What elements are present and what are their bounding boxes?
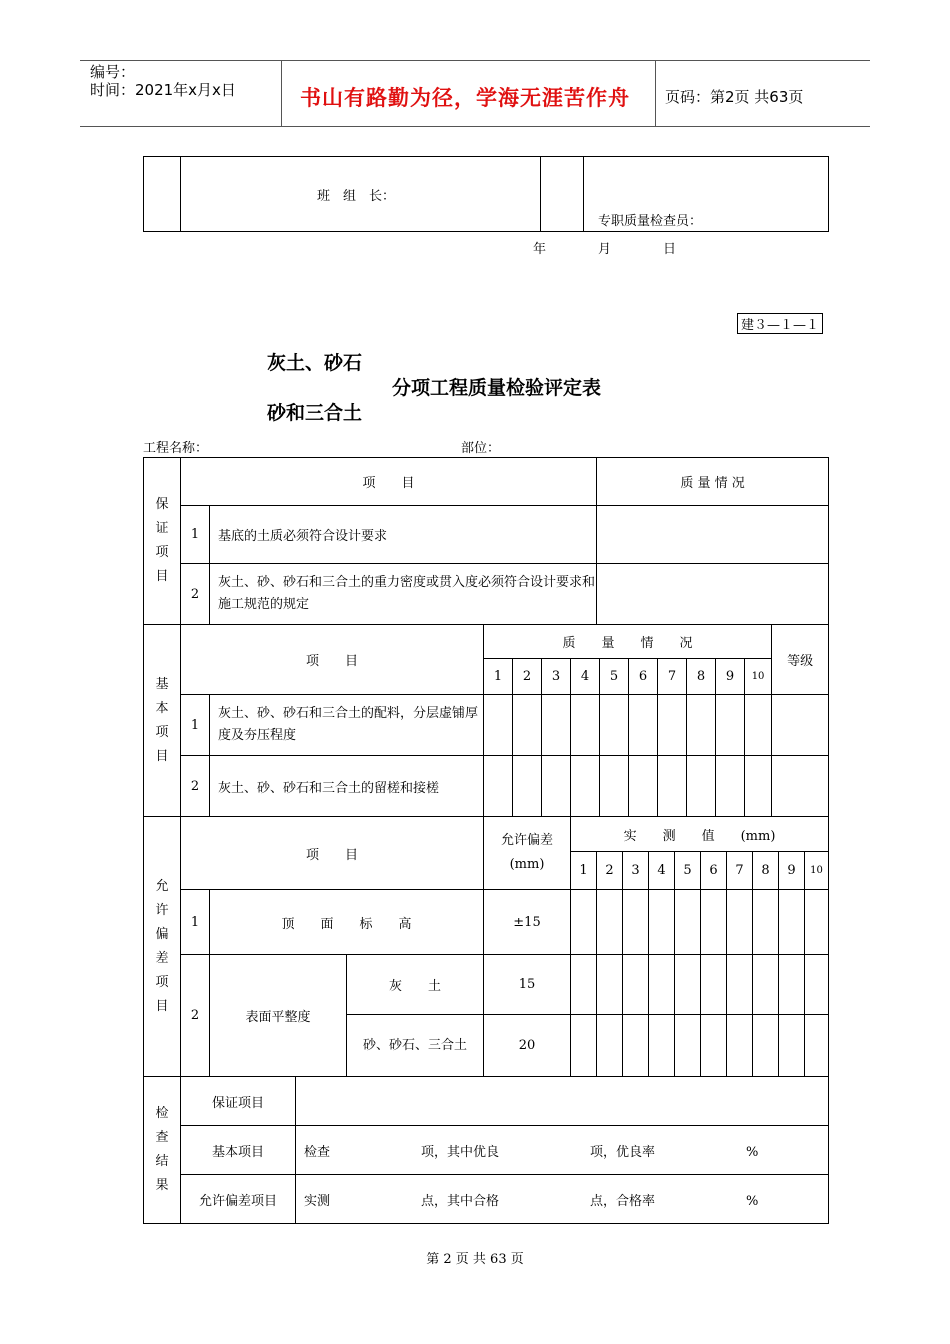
guarantee-table bbox=[143, 457, 829, 625]
input-cell[interactable] bbox=[623, 890, 649, 955]
basic-item-1: 灰土、砂、砂石和三合土的配料，分层虚铺厚度及夯压程度 bbox=[210, 695, 484, 756]
input-cell[interactable] bbox=[701, 890, 727, 955]
grade-cell[interactable] bbox=[772, 756, 829, 817]
input-cell[interactable] bbox=[745, 695, 772, 756]
result-section-label: 检查结果 bbox=[144, 1077, 181, 1224]
input-cell[interactable] bbox=[658, 695, 687, 756]
input-cell[interactable] bbox=[779, 1015, 805, 1077]
result-table bbox=[143, 1076, 829, 1224]
point-number: 1 bbox=[484, 659, 513, 695]
point-number: 2 bbox=[597, 852, 623, 890]
tolerance-col-allow: 允许偏差 (mm) bbox=[484, 817, 571, 890]
point-number: 9 bbox=[716, 659, 745, 695]
input-cell[interactable] bbox=[701, 1015, 727, 1077]
input-cell[interactable] bbox=[629, 756, 658, 817]
tolerance-item-flatness: 表面平整度 bbox=[210, 955, 347, 1077]
point-number: 10 bbox=[805, 852, 829, 890]
guarantee-item-2: 灰土、砂、砂石和三合土的重力密度或贯入度必须符合设计要求和施工规范的规定 bbox=[210, 564, 597, 625]
input-cell[interactable] bbox=[542, 695, 571, 756]
input-cell[interactable] bbox=[779, 890, 805, 955]
input-cell[interactable] bbox=[805, 955, 829, 1015]
input-cell[interactable] bbox=[597, 890, 623, 955]
result-tolerance-label: 允许偏差项目 bbox=[181, 1175, 296, 1224]
grade-cell[interactable] bbox=[772, 695, 829, 756]
point-number: 5 bbox=[675, 852, 701, 890]
input-cell[interactable] bbox=[779, 955, 805, 1015]
input-cell[interactable] bbox=[716, 756, 745, 817]
tolerance-value: ±15 bbox=[484, 890, 571, 955]
tolerance-section-label: 允许偏差项目 bbox=[144, 817, 181, 1077]
input-cell[interactable] bbox=[701, 955, 727, 1015]
point-number: 7 bbox=[727, 852, 753, 890]
input-cell[interactable] bbox=[571, 890, 597, 955]
input-cell[interactable] bbox=[600, 695, 629, 756]
input-cell[interactable] bbox=[687, 695, 716, 756]
date-line: 年 月 日 bbox=[533, 242, 677, 257]
input-cell[interactable] bbox=[745, 756, 772, 817]
input-cell[interactable] bbox=[727, 890, 753, 955]
row-number: 1 bbox=[181, 506, 210, 564]
input-cell[interactable] bbox=[727, 955, 753, 1015]
row-number: 2 bbox=[181, 955, 210, 1077]
point-number: 6 bbox=[629, 659, 658, 695]
input-cell[interactable] bbox=[600, 756, 629, 817]
point-number: 8 bbox=[753, 852, 779, 890]
tolerance-value: 15 bbox=[484, 955, 571, 1015]
input-cell[interactable] bbox=[675, 890, 701, 955]
page-footer: 第 2 页 共 63 页 bbox=[426, 1252, 524, 1267]
point-number: 6 bbox=[701, 852, 727, 890]
basic-col-quality: 质 量 情 况 bbox=[484, 625, 772, 659]
tolerance-subitem: 砂、砂石、三合土 bbox=[347, 1015, 484, 1077]
result-guarantee-label: 保证项目 bbox=[181, 1077, 296, 1126]
tolerance-table bbox=[143, 816, 829, 1077]
input-cell[interactable] bbox=[649, 890, 675, 955]
guarantee-col-quality: 质 量 情 况 bbox=[597, 458, 829, 506]
input-cell[interactable] bbox=[805, 1015, 829, 1077]
team-leader-label: 班 组 长： bbox=[181, 157, 541, 232]
tolerance-item-top-elevation: 顶 面 标 高 bbox=[210, 890, 484, 955]
project-name-label: 工程名称： bbox=[143, 441, 209, 456]
guarantee-section-label: 保证项目 bbox=[144, 458, 181, 625]
input-cell[interactable] bbox=[513, 756, 542, 817]
input-cell[interactable] bbox=[623, 1015, 649, 1077]
point-number: 3 bbox=[542, 659, 571, 695]
input-cell[interactable] bbox=[753, 1015, 779, 1077]
input-cell[interactable] bbox=[513, 695, 542, 756]
row-number: 2 bbox=[181, 756, 210, 817]
result-basic-text: 检查 项，其中优良 项，优良率 % bbox=[296, 1126, 829, 1175]
guarantee-col-item: 项 目 bbox=[181, 458, 597, 506]
input-cell[interactable] bbox=[571, 756, 600, 817]
input-cell[interactable] bbox=[542, 756, 571, 817]
title-line-1: 灰土、砂石 bbox=[267, 352, 363, 374]
basic-col-item: 项 目 bbox=[181, 625, 484, 695]
time-label: 时间：2021年x月x日 bbox=[90, 81, 236, 99]
motto: 书山有路勤为径，学海无涯苦作舟 bbox=[300, 86, 630, 110]
header-divider bbox=[655, 60, 656, 126]
quality-cell[interactable] bbox=[597, 506, 829, 564]
tolerance-value: 20 bbox=[484, 1015, 571, 1077]
row-number: 1 bbox=[181, 890, 210, 955]
result-guarantee-cell[interactable] bbox=[296, 1077, 829, 1126]
inspector-label: 专职质量检查员： bbox=[584, 157, 829, 232]
point-number: 1 bbox=[571, 852, 597, 890]
input-cell[interactable] bbox=[571, 695, 600, 756]
input-cell[interactable] bbox=[716, 695, 745, 756]
basic-item-2: 灰土、砂、砂石和三合土的留槎和接槎 bbox=[210, 756, 484, 817]
page-code: 页码：第2页 共63页 bbox=[665, 88, 804, 106]
input-cell[interactable] bbox=[571, 955, 597, 1015]
result-basic-label: 基本项目 bbox=[181, 1126, 296, 1175]
input-cell[interactable] bbox=[675, 1015, 701, 1077]
number-label: 编号： bbox=[90, 63, 136, 81]
input-cell[interactable] bbox=[649, 955, 675, 1015]
basic-table bbox=[143, 624, 829, 817]
tolerance-col-measure: 实 测 值 (mm) bbox=[571, 817, 829, 852]
input-cell[interactable] bbox=[753, 890, 779, 955]
location-label: 部位： bbox=[461, 441, 501, 456]
input-cell[interactable] bbox=[597, 955, 623, 1015]
tolerance-col-item: 项 目 bbox=[181, 817, 484, 890]
input-cell[interactable] bbox=[623, 955, 649, 1015]
input-cell[interactable] bbox=[571, 1015, 597, 1077]
input-cell[interactable] bbox=[629, 695, 658, 756]
guarantee-item-1: 基底的土质必须符合设计要求 bbox=[210, 506, 597, 564]
row-number: 1 bbox=[181, 695, 210, 756]
page-title: 分项工程质量检验评定表 bbox=[392, 377, 602, 399]
input-cell[interactable] bbox=[597, 1015, 623, 1077]
header-divider bbox=[281, 60, 282, 126]
input-cell[interactable] bbox=[484, 695, 513, 756]
form-code: 建３—１—１ bbox=[737, 313, 823, 334]
point-number: 9 bbox=[779, 852, 805, 890]
point-number: 2 bbox=[513, 659, 542, 695]
input-cell[interactable] bbox=[727, 1015, 753, 1077]
point-number: 10 bbox=[745, 659, 772, 695]
input-cell[interactable] bbox=[753, 955, 779, 1015]
input-cell[interactable] bbox=[658, 756, 687, 817]
header-bottom-rule bbox=[80, 126, 870, 127]
result-tolerance-text: 实测 点，其中合格 点，合格率 % bbox=[296, 1175, 829, 1224]
signature-table bbox=[143, 156, 829, 232]
point-number: 7 bbox=[658, 659, 687, 695]
point-number: 4 bbox=[649, 852, 675, 890]
point-number: 5 bbox=[600, 659, 629, 695]
point-number: 8 bbox=[687, 659, 716, 695]
tolerance-subitem: 灰 土 bbox=[347, 955, 484, 1015]
row-number: 2 bbox=[181, 564, 210, 625]
input-cell[interactable] bbox=[675, 955, 701, 1015]
input-cell[interactable] bbox=[687, 756, 716, 817]
input-cell[interactable] bbox=[649, 1015, 675, 1077]
point-number: 4 bbox=[571, 659, 600, 695]
header-top-rule bbox=[80, 60, 870, 61]
basic-col-grade: 等级 bbox=[772, 625, 829, 695]
input-cell[interactable] bbox=[484, 756, 513, 817]
title-line-3: 砂和三合土 bbox=[267, 402, 363, 424]
point-number: 3 bbox=[623, 852, 649, 890]
input-cell[interactable] bbox=[805, 890, 829, 955]
quality-cell[interactable] bbox=[597, 564, 829, 625]
basic-section-label: 基本项目 bbox=[144, 625, 181, 817]
